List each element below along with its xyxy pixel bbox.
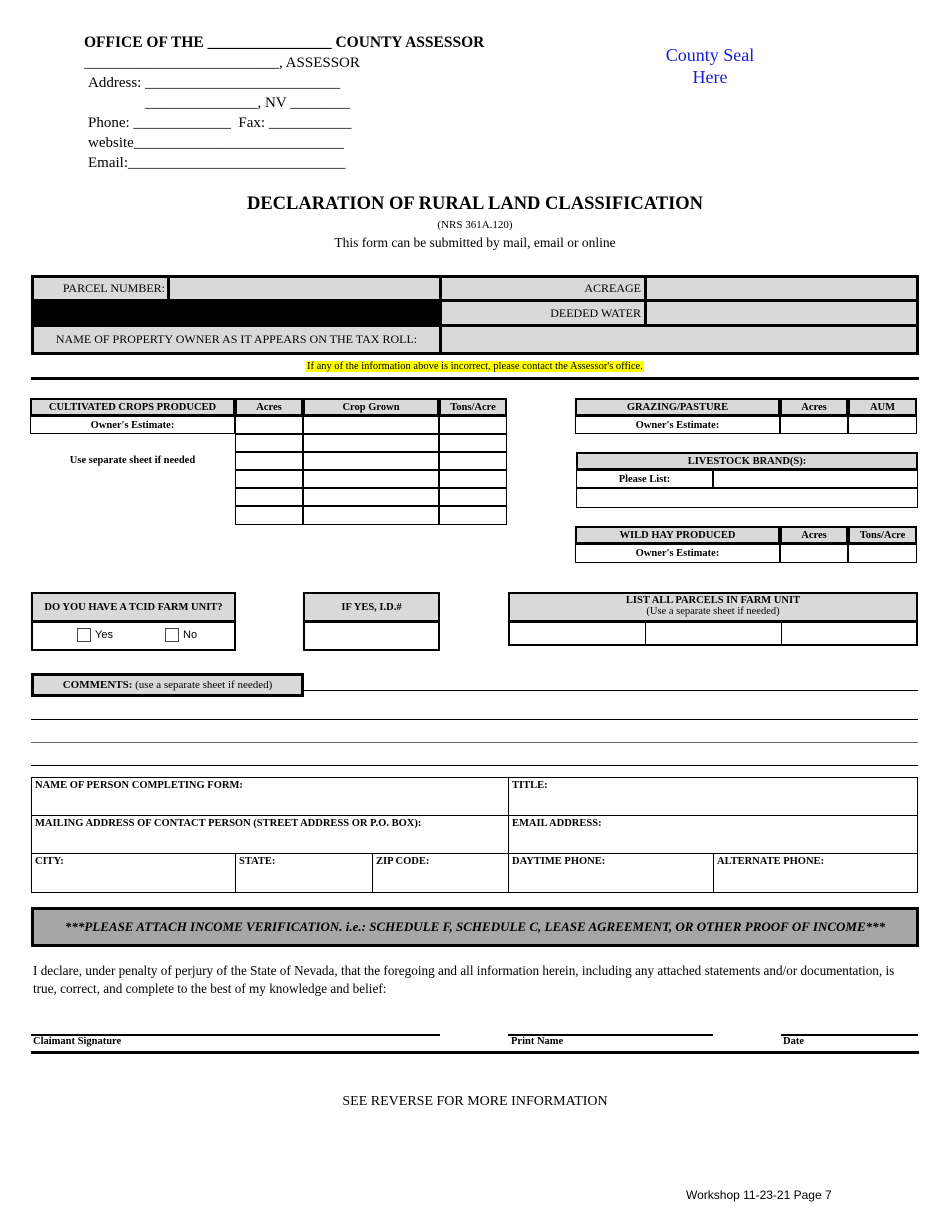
tcid-question: DO YOU HAVE A TCID FARM UNIT? (31, 592, 236, 622)
tcid-no-label: No (183, 628, 198, 641)
address-line: Address: __________________________ (88, 75, 341, 91)
contact-city-field[interactable] (31, 853, 236, 893)
contact-zip-field[interactable] (372, 853, 509, 893)
wild-hay-acres-field[interactable] (780, 544, 848, 563)
contact-name-field[interactable] (31, 777, 509, 816)
crops-separate-sheet: Use separate sheet if needed (69, 455, 196, 466)
checkbox-icon[interactable] (77, 628, 91, 642)
crop-cell[interactable] (439, 434, 507, 452)
contact-zip-label: ZIP CODE: (376, 856, 430, 867)
crop-cell[interactable] (235, 470, 303, 488)
acreage-field[interactable] (647, 278, 916, 299)
checkbox-icon[interactable] (165, 628, 179, 642)
crop-cell[interactable] (235, 488, 303, 506)
wild-hay-acres-header: Acres (780, 526, 848, 544)
comment-line[interactable] (31, 719, 918, 720)
crop-cell[interactable] (303, 434, 439, 452)
workshop-page-label: Workshop 11-23-21 Page 7 (686, 1188, 832, 1202)
phone-fax-line: Phone: _____________ Fax: ___________ (88, 115, 352, 131)
divider (645, 623, 646, 645)
divider (31, 377, 919, 380)
comments-label-box (31, 673, 304, 697)
date-label: Date (783, 1036, 804, 1047)
crop-cell[interactable] (439, 506, 507, 525)
contact-mailing-label: MAILING ADDRESS OF CONTACT PERSON (STREET ADDRESS OR P.O. BOX): (35, 818, 422, 829)
county-seal-placeholder (650, 44, 770, 88)
acreage-label: ACREAGE (442, 278, 644, 299)
crop-cell[interactable] (235, 506, 303, 525)
livestock-field-2[interactable] (576, 488, 918, 508)
income-notice: ***PLEASE ATTACH INCOME VERIFICATION. i.e.: SCHEDULE F, SCHEDULE C, LEASE AGREEMENT, OR OTHER PROOF OF INCOME*** (31, 907, 919, 947)
email-line: Email:_____________________________ (88, 155, 346, 171)
crop-cell[interactable] (303, 470, 439, 488)
contact-alternate-phone-field[interactable] (713, 853, 918, 893)
assessor-line: __________________________, ASSESSOR (84, 55, 360, 71)
grazing-acres-header: Acres (780, 398, 848, 416)
comment-line[interactable] (31, 742, 918, 743)
print-name-label: Print Name (511, 1036, 564, 1047)
crops-grid[interactable] (235, 416, 507, 526)
contact-city-label: CITY: (35, 856, 64, 867)
grazing-header: GRAZING/PASTURE (575, 398, 780, 416)
statute-reference: (NRS 361A.120) (437, 219, 513, 231)
contact-state-label: STATE: (239, 856, 276, 867)
farm-unit-title: LIST ALL PARCELS IN FARM UNIT (625, 595, 801, 606)
crops-tons-header: Tons/Acre (439, 398, 507, 416)
crop-cell[interactable] (235, 434, 303, 452)
owner-name-label: NAME OF PROPERTY OWNER AS IT APPEARS ON THE TAX ROLL: (34, 327, 439, 352)
deeded-water-field[interactable] (647, 302, 916, 324)
tcid-id-label: IF YES, I.D.# (303, 592, 440, 622)
crops-acres-header: Acres (235, 398, 303, 416)
crop-cell[interactable] (303, 488, 439, 506)
declaration-text: I declare, under penalty of perjury of the State of Nevada, that the foregoing and all information herein, including any attached statements and/or documentation, is true, correct, and complete to the best of my knowledge and belief: (33, 963, 895, 996)
wild-hay-tons-field[interactable] (848, 544, 917, 563)
office-line: OFFICE OF THE ________________ COUNTY ASSESSOR (84, 34, 485, 51)
comment-line[interactable] (31, 765, 918, 766)
crop-cell[interactable] (303, 506, 439, 525)
livestock-field[interactable] (713, 470, 918, 488)
tcid-yes-label: Yes (95, 628, 113, 641)
grazing-acres-field[interactable] (780, 416, 848, 434)
form-title: DECLARATION OF RURAL LAND CLASSIFICATION (246, 194, 704, 214)
tcid-options (31, 622, 236, 651)
contact-daytime-phone-field[interactable] (508, 853, 714, 893)
wild-hay-owner-estimate: Owner's Estimate: (575, 544, 780, 563)
contact-title-field[interactable] (508, 777, 918, 816)
grazing-aum-header: AUM (848, 398, 917, 416)
deeded-water-label: DEEDED WATER (442, 302, 644, 324)
crop-cell[interactable] (235, 452, 303, 470)
parcel-number-field[interactable] (170, 278, 439, 299)
farm-unit-parcels[interactable] (508, 622, 918, 646)
grazing-aum-field[interactable] (848, 416, 917, 434)
wild-hay-tons-header: Tons/Acre (848, 526, 917, 544)
livestock-header: LIVESTOCK BRAND(S): (576, 452, 918, 470)
crops-grown-header: Crop Grown (303, 398, 439, 416)
seal-line-1: County Seal (665, 45, 755, 65)
tcid-no-option[interactable] (165, 628, 197, 642)
comment-line[interactable] (304, 690, 918, 691)
contact-mailing-field[interactable] (31, 815, 509, 854)
farm-unit-header (508, 592, 918, 622)
crop-cell[interactable] (439, 470, 507, 488)
seal-line-2: Here (692, 67, 728, 87)
crop-cell[interactable] (303, 416, 439, 434)
contact-email-label: EMAIL ADDRESS: (512, 818, 602, 829)
city-line: _______________, NV ________ (145, 95, 351, 111)
contact-email-field[interactable] (508, 815, 918, 854)
farm-unit-subtitle: (Use a separate sheet if needed) (646, 606, 780, 617)
owner-name-field[interactable] (442, 327, 916, 352)
divider (31, 1051, 919, 1054)
tcid-id-field[interactable] (303, 622, 440, 651)
comments-note: (use a separate sheet if needed) (135, 679, 273, 691)
crop-cell[interactable] (235, 416, 303, 434)
divider (781, 623, 782, 645)
info-notice: If any of the information above is incorrect, please contact the Assessor's office. (307, 361, 643, 372)
crops-owner-estimate: Owner's Estimate: (30, 416, 235, 434)
crop-cell[interactable] (439, 488, 507, 506)
crops-header: CULTIVATED CROPS PRODUCED (30, 398, 235, 416)
contact-daytime-phone-label: DAYTIME PHONE: (512, 856, 606, 867)
claimant-signature-label: Claimant Signature (33, 1036, 122, 1047)
wild-hay-header: WILD HAY PRODUCED (575, 526, 780, 544)
contact-title-label: TITLE: (512, 780, 548, 791)
tcid-yes-option[interactable] (77, 628, 113, 642)
submit-note: This form can be submitted by mail, email or online (334, 235, 616, 250)
grazing-owner-estimate: Owner's Estimate: (575, 416, 780, 434)
contact-name-label: NAME OF PERSON COMPLETING FORM: (35, 780, 243, 791)
livestock-please-list: Please List: (576, 470, 713, 488)
comments-label: COMMENTS: (62, 679, 133, 691)
reverse-note: SEE REVERSE FOR MORE INFORMATION (342, 1094, 608, 1109)
crop-cell[interactable] (303, 452, 439, 470)
contact-alternate-phone-label: ALTERNATE PHONE: (717, 856, 825, 867)
crop-cell[interactable] (439, 452, 507, 470)
parcel-number-label: PARCEL NUMBER: (34, 278, 167, 299)
website-line: website____________________________ (88, 135, 344, 151)
crop-cell[interactable] (439, 416, 507, 434)
contact-state-field[interactable] (235, 853, 373, 893)
